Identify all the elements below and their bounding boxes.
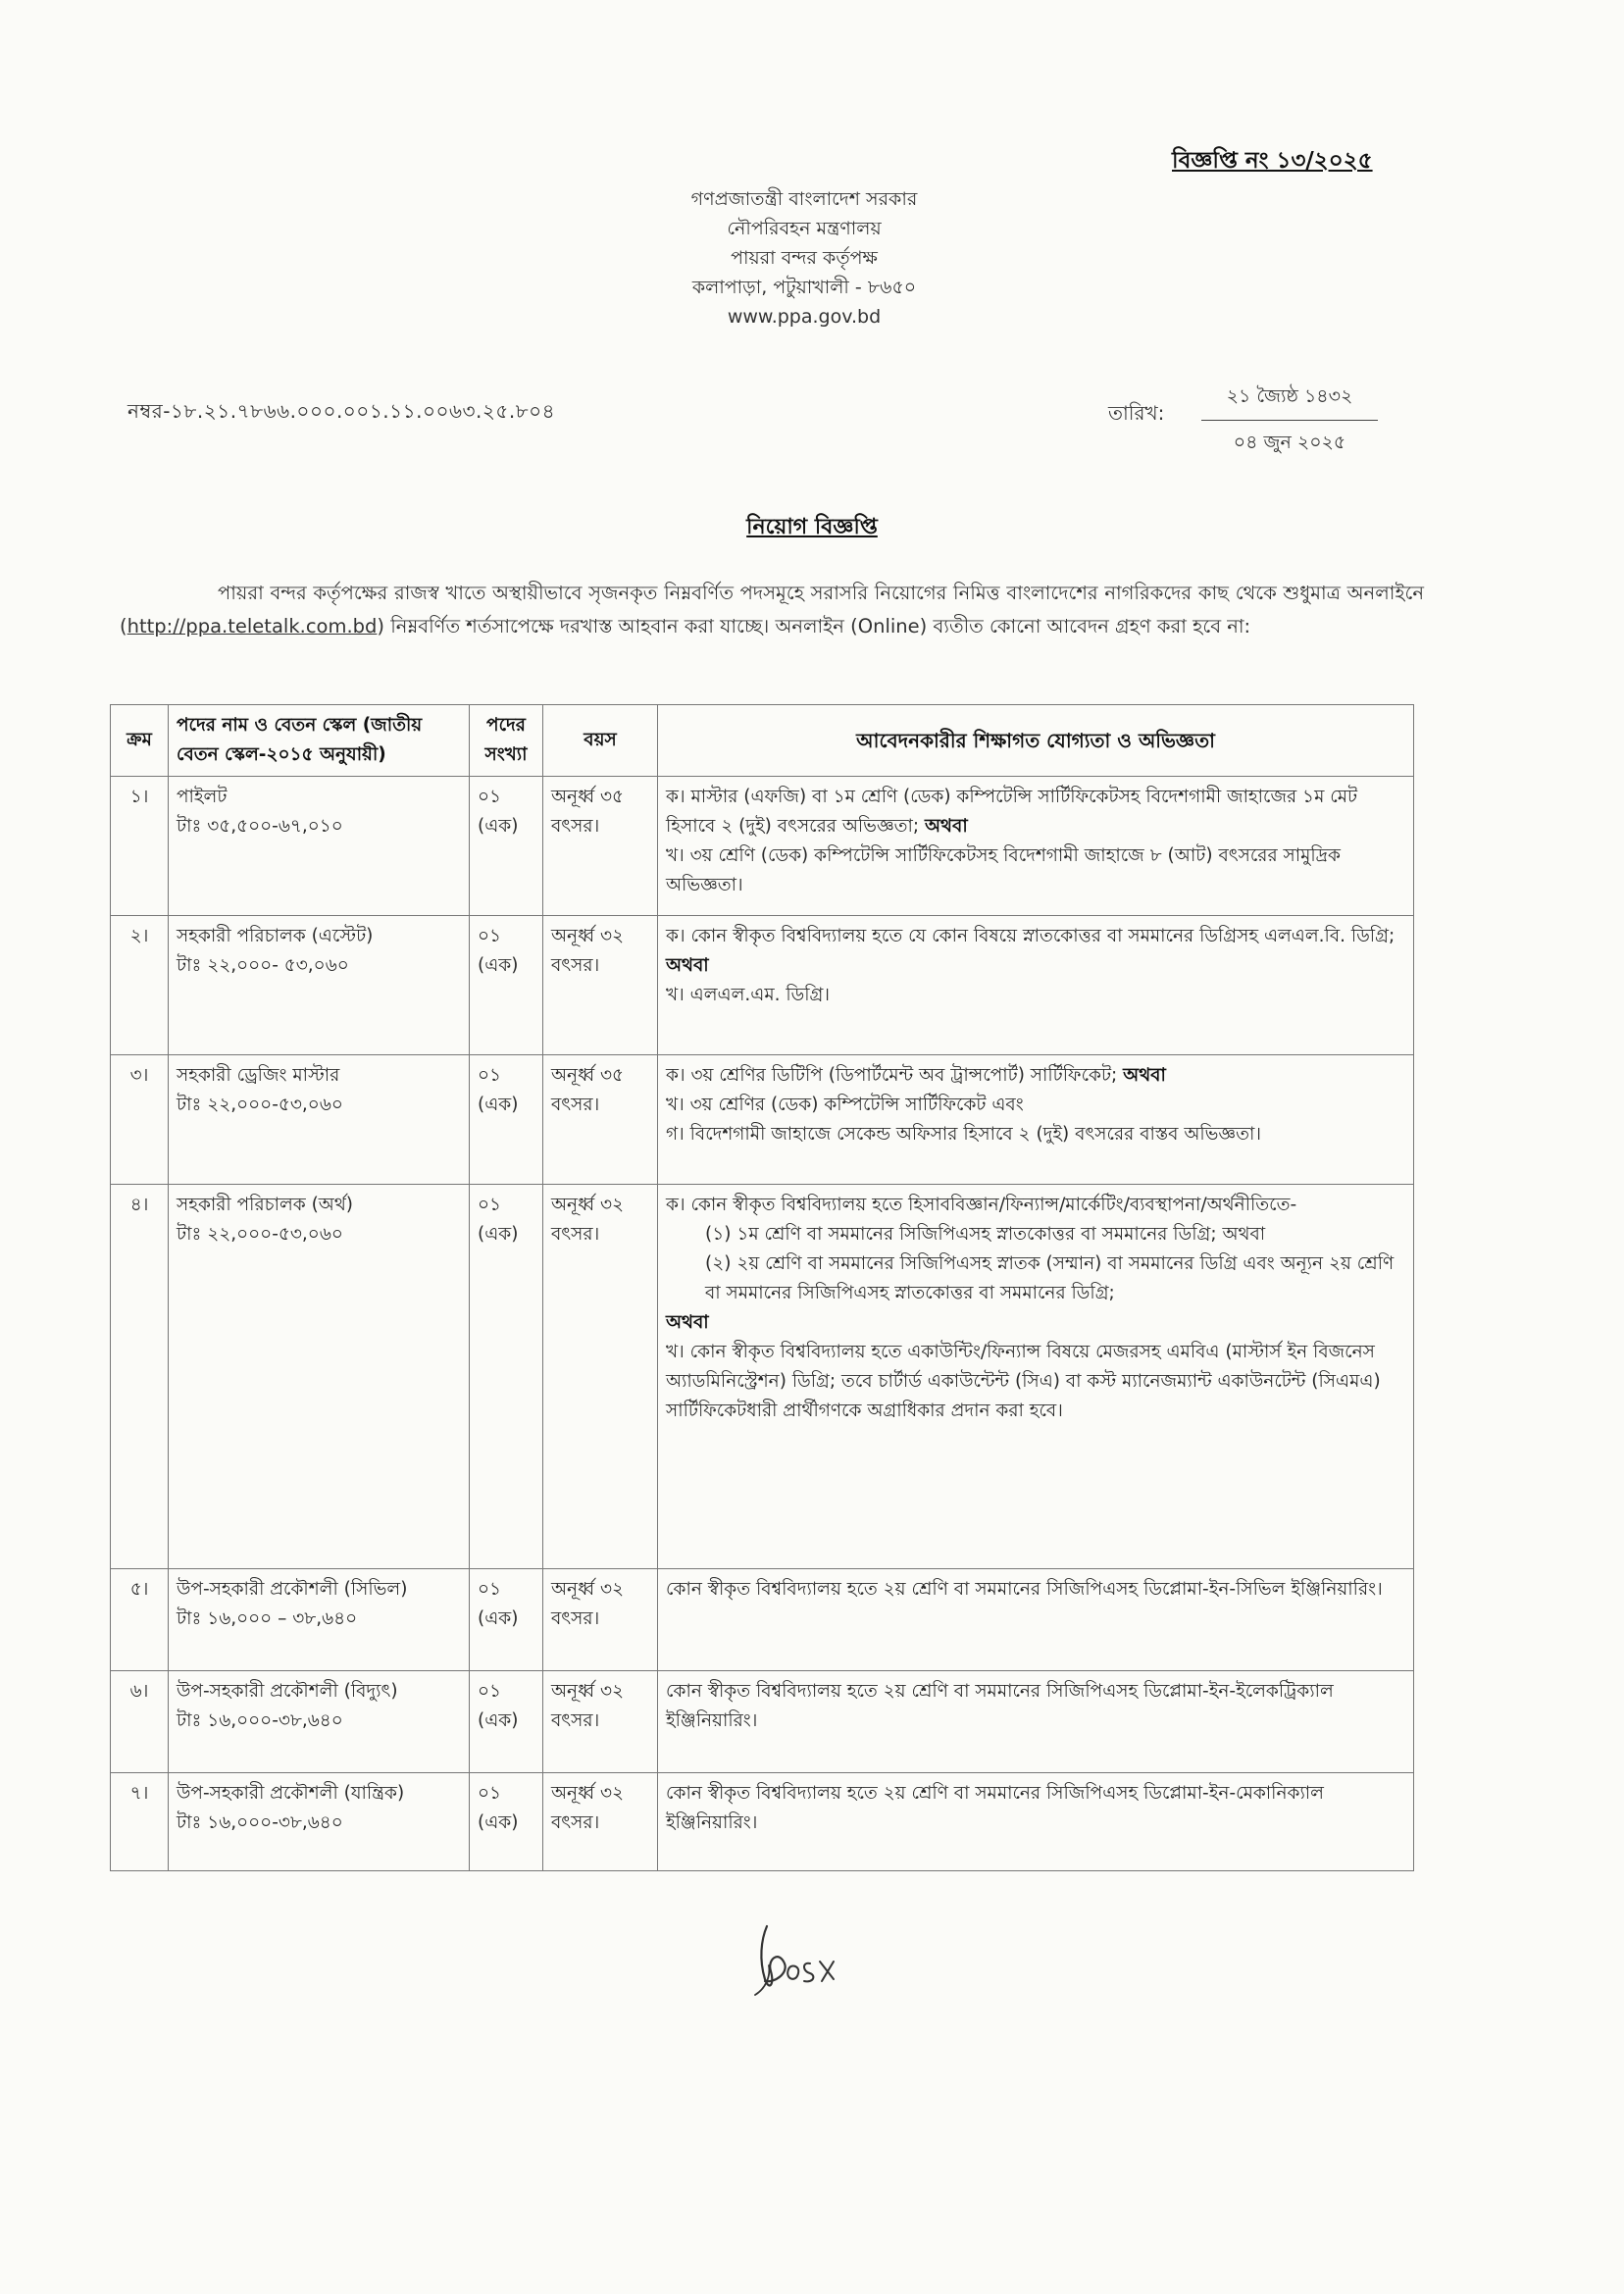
row-qualification: ক। কোন স্বীকৃত বিশ্ববিদ্যালয় হতে যে কোন বিষয়ে স্নাতকোত্তর বা সমমানের ডিগ্রিসহ এলএল.বি. ডিগ্রি; অথবা খ। এলএল.এম. ডিগ্রি। bbox=[658, 916, 1414, 1055]
header-post-name: পদের নাম ও বেতন স্কেল (জাতীয় বেতন স্কেল-২০১৫ অনুযায়ী) bbox=[169, 705, 470, 777]
memo-number: নম্বর-১৮.২১.৭৮৬৬.০০০.০০১.১১.০০৬৩.২৫.৮০৪ bbox=[127, 399, 556, 423]
row-post-count: ০১ (এক) bbox=[470, 1185, 543, 1569]
application-link[interactable]: http://ppa.teletalk.com.bd bbox=[127, 615, 378, 637]
table-row bbox=[111, 1671, 1414, 1773]
table-row bbox=[111, 1773, 1414, 1871]
row-post-count: ০১ (এক) bbox=[470, 916, 543, 1055]
row-post-count: ০১ (এক) bbox=[470, 1569, 543, 1671]
handwritten-signature-icon bbox=[745, 1920, 853, 1999]
row-qualification: কোন স্বীকৃত বিশ্ববিদ্যালয় হতে ২য় শ্রেণি বা সমমানের সিজিপিএসহ ডিপ্লোমা-ইন-ইলেকট্রিক্যাল ইঞ্জিনিয়ারিং। bbox=[658, 1671, 1414, 1773]
header-qualification: আবেদনকারীর শিক্ষাগত যোগ্যতা ও অভিজ্ঞতা bbox=[658, 705, 1414, 777]
office-address: কলাপাড়া, পটুয়াখালী - ৮৬৫০ bbox=[691, 277, 917, 298]
row-post-name: সহকারী পরিচালক (অর্থ) টাঃ ২২,০০০-৫৩,০৬০ bbox=[169, 1185, 470, 1569]
row-serial: ৬। bbox=[111, 1671, 169, 1773]
table-row bbox=[111, 1569, 1414, 1671]
row-post-count: ০১ (এক) bbox=[470, 1055, 543, 1185]
row-post-count: ০১ (এক) bbox=[470, 777, 543, 916]
signature bbox=[745, 1920, 853, 2003]
intro-paragraph: পায়রা বন্দর কর্তৃপক্ষের রাজস্ব খাতে অস্থায়ীভাবে সৃজনকৃত নিম্নবর্ণিত পদসমূহে সরাসরি নিয়োগের নিমিত্ত বাংলাদেশের নাগরিকদের কাছ থেকে শুধুমাত্র অনলাইনে (http://ppa.teletalk.com.bd) নিম্নবর্ণিত শর্তসাপেক্ষে দরখাস্ত আহবান করা যাচ্ছে। অনলাইন (Online) ব্যতীত কোনো আবেদন গ্রহণ করা হবে না: bbox=[120, 582, 1424, 637]
row-age: অনূর্ধ্ব ৩২ বৎসর। bbox=[543, 1773, 658, 1871]
table-header-row bbox=[111, 705, 1414, 777]
row-age: অনূর্ধ্ব ৩২ বৎসর। bbox=[543, 1185, 658, 1569]
row-post-name: সহকারী পরিচালক (এস্টেট) টাঃ ২২,০০০- ৫৩,০৬০ bbox=[169, 916, 470, 1055]
notice-number: বিজ্ঞপ্তি নং ১৩/২০২৫ bbox=[1172, 148, 1373, 174]
row-qualification: ক। মাস্টার (এফজি) বা ১ম শ্রেণি (ডেক) কম্পিটেন্সি সার্টিফিকেটসহ বিদেশগামী জাহাজের ১ম মেট হিসাবে ২ (দুই) বৎসরের অভিজ্ঞতা; অথবা খ। ৩য় শ্রেণি (ডেক) কম্পিটেন্সি সার্টিফিকেটসহ বিদেশগামী জাহাজে ৮ (আট) বৎসরের সামুদ্রিক অভিজ্ঞতা। bbox=[658, 777, 1414, 916]
vacancy-table bbox=[110, 704, 1414, 1871]
website-link[interactable]: www.ppa.gov.bd bbox=[727, 306, 882, 328]
table-row bbox=[111, 1055, 1414, 1185]
row-serial: ১। bbox=[111, 777, 169, 916]
row-age: অনূর্ধ্ব ৩২ বৎসর। bbox=[543, 916, 658, 1055]
table-row bbox=[111, 777, 1414, 916]
header-age: বয়স bbox=[543, 705, 658, 777]
row-post-name: উপ-সহকারী প্রকৌশলী (বিদ্যুৎ) টাঃ ১৬,০০০-৩৮,৬৪০ bbox=[169, 1671, 470, 1773]
header-post-count: পদের সংখ্যা bbox=[470, 705, 543, 777]
row-serial: ৫। bbox=[111, 1569, 169, 1671]
ministry-name: নৌপরিবহন মন্ত্রণালয় bbox=[727, 218, 882, 239]
row-qualification: ক। ৩য় শ্রেণির ডিটিপি (ডিপার্টমেন্ট অব ট্রান্সপোর্ট) সার্টিফিকেট; অথবা খ। ৩য় শ্রেণির (ডেক) কম্পিটেন্সি সার্টিফিকেট এবং গ। বিদেশগামী জাহাজে সেকেন্ড অফিসার হিসাবে ২ (দুই) বৎসরের বাস্তব অভিজ্ঞতা। bbox=[658, 1055, 1414, 1185]
row-serial: ৭। bbox=[111, 1773, 169, 1871]
date-label: তারিখ: bbox=[1108, 401, 1165, 425]
date-english: ০৪ জুন ২০২৫ bbox=[1233, 432, 1346, 453]
header-serial: ক্রম bbox=[111, 705, 169, 777]
row-serial: ৩। bbox=[111, 1055, 169, 1185]
row-post-name: সহকারী ড্রেজিং মাস্টার টাঃ ২২,০০০-৫৩,০৬০ bbox=[169, 1055, 470, 1185]
row-post-count: ০১ (এক) bbox=[470, 1671, 543, 1773]
authority-name: পায়রা বন্দর কর্তৃপক্ষ bbox=[731, 247, 878, 269]
row-qualification: কোন স্বীকৃত বিশ্ববিদ্যালয় হতে ২য় শ্রেণি বা সমমানের সিজিপিএসহ ডিপ্লোমা-ইন-সিভিল ইঞ্জিনিয়ারিং। bbox=[658, 1569, 1414, 1671]
row-age: অনূর্ধ্ব ৩৫ বৎসর। bbox=[543, 777, 658, 916]
row-age: অনূর্ধ্ব ৩২ বৎসর। bbox=[543, 1569, 658, 1671]
row-age: অনূর্ধ্ব ৩৫ বৎসর। bbox=[543, 1055, 658, 1185]
row-post-name: পাইলট টাঃ ৩৫,৫০০-৬৭,০১০ bbox=[169, 777, 470, 916]
row-serial: ২। bbox=[111, 916, 169, 1055]
row-age: অনূর্ধ্ব ৩২ বৎসর। bbox=[543, 1671, 658, 1773]
table-row bbox=[111, 1185, 1414, 1569]
row-post-count: ০১ (এক) bbox=[470, 1773, 543, 1871]
row-post-name: উপ-সহকারী প্রকৌশলী (যান্ত্রিক) টাঃ ১৬,০০০-৩৮,৬৪০ bbox=[169, 1773, 470, 1871]
table-row bbox=[111, 916, 1414, 1055]
row-qualification: কোন স্বীকৃত বিশ্ববিদ্যালয় হতে ২য় শ্রেণি বা সমমানের সিজিপিএসহ ডিপ্লোমা-ইন-মেকানিক্যাল ইঞ্জিনিয়ারিং। bbox=[658, 1773, 1414, 1871]
row-post-name: উপ-সহকারী প্রকৌশলী (সিভিল) টাঃ ১৬,০০০ – ৩৮,৬৪০ bbox=[169, 1569, 470, 1671]
government-name: গণপ্রজাতন্ত্রী বাংলাদেশ সরকার bbox=[690, 188, 918, 210]
document-title: নিয়োগ বিজ্ঞপ্তি bbox=[746, 515, 878, 539]
row-serial: ৪। bbox=[111, 1185, 169, 1569]
row-qualification: ক। কোন স্বীকৃত বিশ্ববিদ্যালয় হতে হিসাববিজ্ঞান/ফিন্যান্স/মার্কেটিং/ব্যবস্থাপনা/অর্থনীতিতে- (১) ১ম শ্রেণি বা সমমানের সিজিপিএসহ স্নাতকোত্তর বা সমমানের ডিগ্রি; অথবা (২) ২য় শ্রেণি বা সমমানের সিজিপিএসহ স্নাতক (সম্মান) বা সমমানের ডিগ্রি এবং অন্যূন ২য় শ্রেণি বা সমমানের সিজিপিএসহ স্নাতকোত্তর বা সমমানের ডিগ্রি; অথবা খ। কোন স্বীকৃত বিশ্ববিদ্যালয় হতে একাউন্টিং/ফিন্যান্স বিষয়ে মেজরসহ এমবিএ (মাস্টার্স ইন বিজনেস অ্যাডমিনিস্ট্রেশন) ডিগ্রি; তবে চার্টার্ড একাউন্টেন্ট (সিএ) বা কস্ট ম্যানেজম্যান্ট একাউনটেন্ট (সিএমএ) সার্টিফিকেটধারী প্রার্থীগণকে অগ্রাধিকার প্রদান করা হবে। bbox=[658, 1185, 1414, 1569]
office-header bbox=[510, 184, 1098, 331]
date-bangla: ২১ জ্যৈষ্ঠ ১৪৩২ bbox=[1201, 382, 1378, 421]
date-block bbox=[1201, 382, 1378, 460]
